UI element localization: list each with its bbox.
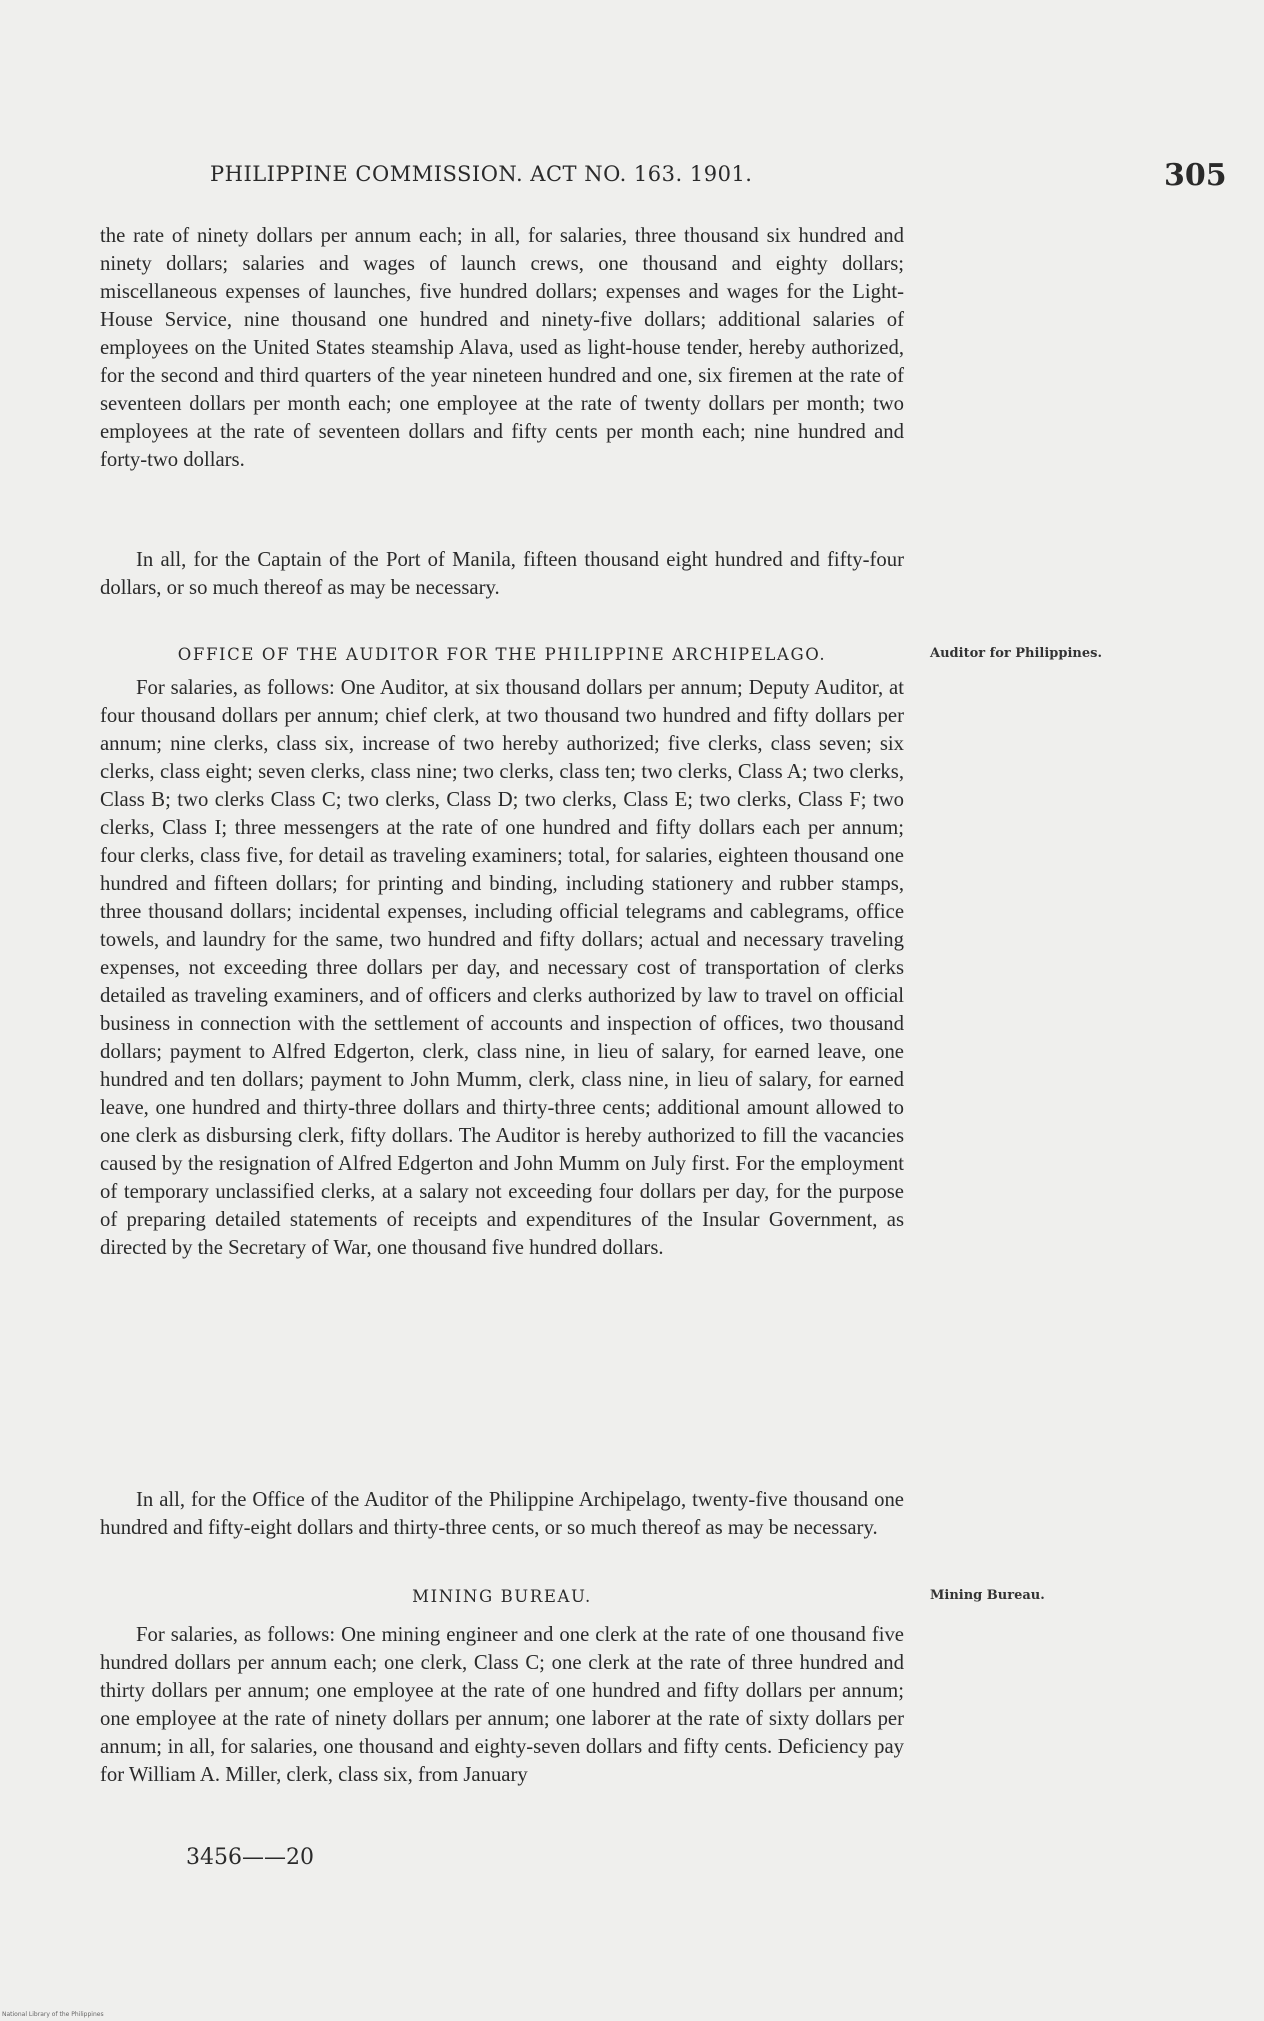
running-head: PHILIPPINE COMMISSION. ACT NO. 163. 1901.: [210, 162, 753, 186]
paragraph-captain-of-port-total: In all, for the Captain of the Port of Manila, fifteen thousand eight hundred and fifty-four dollars, or so much thereof as may be necessary.: [100, 549, 904, 599]
page-number: 305: [1164, 158, 1227, 193]
section-heading-mining: MINING BUREAU.: [412, 1587, 592, 1606]
paragraph-auditor-total: In all, for the Office of the Auditor of the Philippine Archipelago, twenty-five thousand one hundred and fifty-eight dollars and thirty-three cents, or so much thereof as may be necessary.: [100, 1489, 904, 1539]
paragraph-auditor-salaries: For salaries, as follows: One Auditor, at six thousand dollars per annum; Deputy Auditor, at four thousand dollars per annum; chief clerk, at two thousand two hundred and fifty dollars per annum; nine clerks, class six, increase of two hereby authorized; five clerks, class seven; six clerks, class eight; seven clerks, class nine; two clerks, class ten; two clerks, Class A; two clerks, Class B; two clerks Class C; two clerks, Class D; two clerks, Class E; two clerks, Class F; two clerks, Class I; three messengers at the rate of one hundred and fifty dollars each per annum; four clerks, class five, for detail as traveling examiners; total, for salaries, eighteen thousand one hundred and fifteen dollars; for printing and binding, including stationery and rubber stamps, three thousand dollars; incidental expenses, including official telegrams and cablegrams, office towels, and laundry for the same, two hundred and fifty dollars; actual and necessary traveling expenses, not exceeding three dollars per day, and necessary cost of transportation of clerks detailed as traveling examiners, and of officers and clerks authorized by law to travel on official business in connection with the settlement of accounts and inspection of offices, two thousand dollars; payment to Alfred Edgerton, clerk, class nine, in lieu of salary, for earned leave, one hundred and ten dollars; payment to John Mumm, clerk, class nine, in lieu of salary, for earned leave, one hundred and thirty-three dollars and thirty-three cents; additional amount allowed to one clerk as disbursing clerk, fifty dollars. The Auditor is hereby authorized to fill the vacancies caused by the resignation of Alfred Edgerton and John Mumm on July first. For the employment of temporary unclassified clerks, at a salary not exceeding four dollars per day, for the purpose of preparing detailed statements of receipts and expenditures of the Insular Government, as directed by the Secretary of War, one thousand five hundred dollars.: [100, 677, 904, 1259]
footer-credit: National Library of the Philippines: [2, 2011, 104, 2018]
section-heading-auditor: OFFICE OF THE AUDITOR FOR THE PHILIPPINE ARCHIPELAGO.: [177, 645, 827, 664]
signature-mark: 3456——20: [186, 1845, 314, 1870]
margin-note-auditor: Auditor for Philippines.: [930, 646, 1102, 661]
paragraph-mining-salaries: For salaries, as follows: One mining engineer and one clerk at the rate of one thousand five hundred dollars per annum each; one clerk, Class C; one clerk at the rate of three hundred and thirty dollars per annum; one employee at the rate of one hundred and fifty dollars per annum; one employee at the rate of ninety dollars per annum; one laborer at the rate of sixty dollars per annum; in all, for salaries, one thousand and eighty-seven dollars and fifty cents. Deficiency pay for William A. Miller, clerk, class six, from January: [100, 1624, 904, 1786]
paragraph-captain-of-port-continued: the rate of ninety dollars per annum each; in all, for salaries, three thousand six hundred and ninety dollars; salaries and wages of launch crews, one thousand and eighty dollars; miscellaneous expenses of launches, five hundred dollars; expenses and wages for the Light-House Service, nine thousand one hundred and ninety-five dollars; additional salaries of employees on the United States steamship Alava, used as light-house tender, hereby authorized, for the second and third quarters of the year nineteen hundred and one, six firemen at the rate of seventeen dollars per month each; one employee at the rate of twenty dollars per month; two employees at the rate of seventeen dollars and fifty cents per month each; nine hundred and forty-two dollars.: [100, 225, 904, 471]
margin-note-mining: Mining Bureau.: [930, 1588, 1045, 1603]
